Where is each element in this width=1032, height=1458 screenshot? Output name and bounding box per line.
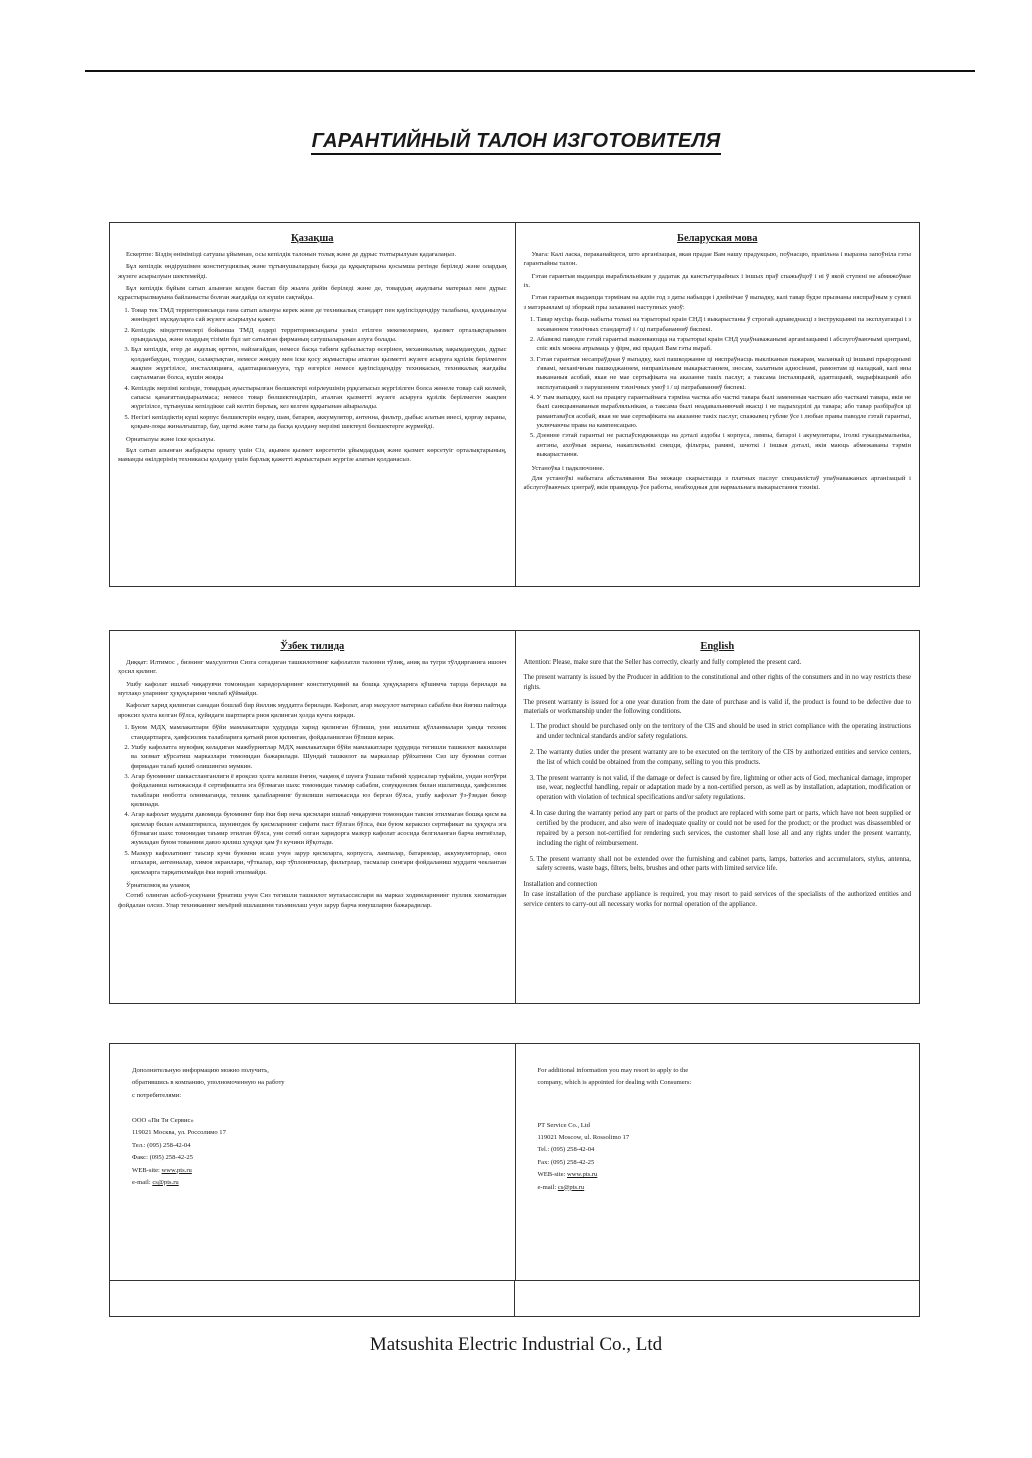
kazakh-condition-2: 2. Кепілдік міндеттемелері бойынша ТМД елдері территориясындағы уәкіл етілген мекемелермен, қызмет орталықтарымен орындалады, және олардың тізімін бұл зат сатылған фирманың сатушыларынан алуға болады. <box>131 326 507 345</box>
contact-en-web-line <box>530 1170 906 1179</box>
contact-ru-company: ООО «Пи Ти Сервис» <box>132 1117 194 1125</box>
belarusian-condition-1: 1. Тавар мусіць быць набыты толькі на тэрыторыі краін СНД і выкарыстаны ў строгай адпаведнасці з інструкцыямі па эксплуатацыі і з захаваннем тэхнічных стандартаў і / ці патрабаванняў бяспекі. <box>537 315 912 334</box>
uzbek-note: Диққат: Илтимос , бизнинг маҳсулотни Сизга сотадиган ташкилотнинг кафолатли талонни тўлиқ, аниқ ва тугри тўлдирганига ишонч ҳосил қилинг. <box>118 659 507 676</box>
kazakh-note: Ескертпе: Біздің өнімімізді сатушы ұйымнан, осы кепілдік талонын толық және де дұрыс толтырылуын қадағалаңыз. <box>126 251 457 258</box>
contact-row <box>110 1044 919 1280</box>
contact-ru-web-line <box>124 1166 501 1175</box>
kazakh-condition-4: 4. Кепілдік мерзімі кезінде, товардың ауыстырылған бөлшектері өзірлеушінің рұқсатысыз жүргізілген болса жөнеле товар сай келмей, сапасы қанағаттандырылмаса; немесе товар бөлшектенділріп, аталған қызметті жүзеге асыруға құзілік берілмеген жақпен жүргізілсе, тұтынушы кепілдікке сай келтіп бөрлық, кез келген құқығынан айырылады. <box>131 384 507 412</box>
page-title-text: ГАРАНТИЙНЫЙ ТАЛОН ИЗГОТОВИТЕЛЯ <box>311 130 722 155</box>
english-condition-5: 5. The present warranty shall not be extended over the furnishing and cabinet parts, lamps, batteries and accumulators, stylus, antenna, safety screens, waste bags, filters, belts, brushes and other parts with limited service life. <box>537 855 912 875</box>
contact-en-web-link[interactable]: www.pts.ru <box>566 1171 598 1179</box>
uzbek-condition-5: 5. Мазкур кафолатнинг таъсир кучи буюмни ясаш учун зарур қисмларга, корпусга, лампалар, батареялар, аккумуляторлар, овоз иглалари, антенналар, химоя экранлари, чўткалар, кир тўплонвчилар, фильтрлар, тасмалар сингари фойдаланиш муддати чекланган қисмларга тарқатилмайди ёки ворий этилмайди. <box>131 849 507 877</box>
contact-ru-fax: Факс: (095) 258-42-25 <box>132 1154 193 1162</box>
contact-en-email-line <box>530 1183 906 1192</box>
contact-en-web-label: WEB-site: <box>537 1171 567 1179</box>
kazakh-condition-5: 5. Негізгі кепілдіктің күші корпус бөлшектерін өндеу, шам, батарея, аккумулятор, антенна, фильтр, дыбыс алатын инесі, қорғау экраны, қоқым-лоқы жиналғыштар, бау, щеткі және тағы да басқа қолдану мерзімі шектеулі бөлшектерге жүрмейді. <box>131 413 507 432</box>
belarusian-paragraph-1: Гэтая гарантыя выдаецца вырабляльнікам у дадатак да канстытуцыйных і іншых праў спажыўцоў і ні ў якой ступені не абмяжоўвае іх. <box>523 272 911 290</box>
kazakh-condition-3: 3. Бұл кепілдік, егер де ақаулық өрттен, найзағайдан, немесе басқа табиғи құбылыстар өсерінен, механикалық зақымданудан, дұрыс қолданбаудан, тозудан, салақтықтан, немесе жөндеу мен іске қосу жұмыстары аталған қызметті жүзеге асыруға құзілік берілмеген жақпен жүргізілсе, инсталляцияға, адаптацияланууға, тұр өзгерісе немесе қауіпсіздендіру техникасын, техникалық жағдайы сақталмаған болса, күшін жояды <box>131 345 507 382</box>
uzbek-install-text: Сотиб олинган асбоб-ускунани ўрнатиш учун Сиз тегишли ташкилот мутахассислари ва марказ ходимларининг пуллик хизматидан фойдалан олсиз. Улар техниканинг меъёрий ишлашини таъминлаш учун зарур барча юмушларни бажарадилар. <box>118 892 507 909</box>
uzbek-condition-2: 2. Ушбу кафолатга мувофиқ келадиган мажбуриятлар МДҲ мамлакатлари бўйи мамлакатлари ҳудудида тегишли ташкилот вакиллари ва хизмат кўрсатиш марказлари томонидан бажарилади. Шундай ташкилот ва марказлар рўйхатини Сиз шу буюмни сотган фирмадан талаб қилиб олишингиз мумкин. <box>131 743 507 771</box>
belarusian-install-heading: Устаноўка і падключэнне. <box>531 464 605 472</box>
warranty-box-kazakh-belarusian <box>109 222 920 587</box>
contact-ru-web-link[interactable]: www.pts.ru <box>161 1166 192 1174</box>
belarusian-condition-4: 4. У тым выпадку, калі на працягу гарантыйнага тэрміна частка або часткі тавара былі замененыя часткаю або часткамі тавара, якія не былі санкцыянаваныя вырабляльнікам, а таксама былі неадавальняючай якасці і не падыходзілі да тавара; або тавар разбіраўся ці рамантаваўся асобай, якая не мае сертыфіката на аказанне такіх паслуг, спажывец губляе ўсе і любые правы паводле гэтай гарантыі, уключаючы права на кампенсацыю. <box>537 393 912 430</box>
belarusian-install-text: Для устаноўкі набытага абсталявання Вы можаце скарыстацца з платных паслуг спецыялістаў упаўнаважаных арганізацый і абслугоўваючых цэнтраў, якія правядуць ўсе работы, неабходныя для нармальнага выкарыстання тэхнікі. <box>523 474 911 492</box>
contact-en-email-label: e-mail: <box>537 1183 558 1191</box>
contact-blank-row <box>110 1280 919 1316</box>
english-install-heading: Installation and connection <box>523 881 598 889</box>
english-install-text: In case installation of the purchase appliance is required, you may resort to paid services of the specialists of the authorized entities and service centers to carry-out all necessary works for normal operation of the appliance. <box>523 891 911 908</box>
blank-cell-right <box>514 1281 919 1316</box>
contact-ru-phone: Тел.: (095) 258-42-04 <box>132 1141 191 1149</box>
english-note: Attention: Please, make sure that the Seller has correctly, clearly and fully completed the present card. <box>523 659 802 666</box>
english-column <box>515 631 920 1003</box>
belarusian-note: Увага: Калі ласка, пераканайцеся, што арганізацыя, якая прадае Вам нашу прадукцыю, поўнасцю, правільна і выразна запоўніла гэты гарантыйны талон. <box>523 251 911 268</box>
contact-en-intro-line-1: For additional information you may resort to apply to the <box>537 1067 689 1074</box>
uzbek-install-heading: Ўрнатилмоқ ва уламоқ <box>126 881 190 889</box>
belarusian-heading: Беларуская мова <box>677 233 758 244</box>
manufacturer-footer: Matsushita Electric Industrial Co., Ltd <box>369 1334 663 1355</box>
uzbek-conditions-list <box>118 723 507 877</box>
kazakh-paragraph-1: Бұл кепілдік өндірушімен конституциялық және тұтынушылардың басқа да құқықтарына қосымша ретінде беріледі және олардың жүзеге асырылуын шектемейді. <box>118 263 507 280</box>
kazakh-column <box>110 223 515 586</box>
contact-box <box>109 1043 920 1317</box>
english-condition-1: 1. The product should be purchased only on the territory of the CIS and should be used in strict compliance with the operating instructions and under technical standards and/or safety regulations. <box>537 722 912 742</box>
kazakh-install-text: Бұл сатып алынған жабдықты орнату үшін Сіз, ақымен қызмет көрсететін ұйымдардың және қызмет көрсетуіг орталықтарының, маманды өкілдерінің техникасы қолдану үшін барлық қажетті жұмыстарын жүргізе алатын қолданасыз. <box>118 446 507 464</box>
contact-en-company: PT Service Co., Ltd <box>537 1121 590 1129</box>
top-rule <box>85 70 975 72</box>
contact-ru-intro-line-1: Дополнительную информацию можно получить, <box>132 1067 269 1074</box>
contact-ru-address: 119021 Москва, ул. Россолимо 17 <box>132 1129 226 1137</box>
uzbek-condition-4: 4. Агар кафолат муддати давомида буюмнинг бир ёки бир неча қисмлари ишлаб чиқарувчи томонидан тавсия этилмаган бошқа қисм ва қисмлар билан алмаштирилса, шунингдек бу қисмларнинг сифати паст бўлган бўлса, ёки буюм кераксиз сертификат ва ҳуқуқга эга бўлмаган шахс томонидан таъмир этилган бўлса, уни сотиб олган харидорга мазкур кафолат асосида белгиланган барча имтиёзлар, жумладан буюм тованини давзо қилиш ҳуқуқи ҳам ўз кучини йўқотади. <box>131 810 507 847</box>
contact-en-address: 119021 Moscow, ul. Rossolimo 17 <box>537 1134 630 1142</box>
english-condition-3: 3. The present warranty is not valid, if the damage or defect is caused by fire, lightning or other acts of God, mechanical damage, improper use, wear, neglectful handling, repair or adaptation made by a non-certified person, as well as by installation, adaptation, modification or operation with violation of technical specifications and/or safety regulations. <box>537 774 912 804</box>
kazakh-install-heading: Орнатылуы және іске қосылуы. <box>126 436 215 444</box>
english-conditions-list <box>524 722 912 874</box>
uzbek-paragraph-2: Кафолат харид қилинган санадан бошлаб бир йиллик муддатга берилади. Кафолат, агар маҳсулот материал сабабли ёки йиғиш пайтида ярокcиз ҳолга келган бўлса, қуйидаги шартларга риоя қилинган ҳолда кучга киради. <box>118 702 507 719</box>
kazakh-condition-1: 1. Товар тек ТМД территориясында ғана сатып алынуы керек және де техникалық стандарт пен қауіпсіздендіру талабына, қолданылуы жөніндегі нұсқауларға сай жүзеге асырылуы қажет. <box>131 306 507 325</box>
uzbek-condition-3: 3. Агар буюмнинг шикастланганлиги ё яроқсиз ҳолга келиши ёнғин, чақмоқ ё шунга ўхшаш табиий ҳодисалар туфайли, ундан нотўғри фойдаланиш натижасида ё сертификатга эга бўлмаган шахс томонидан таъмир сабабли, совуққонлик билан ишлатишда, ҳавфсизлик талаблари нюботга олинмаганда, техник ҳалабларнинг бузилиши натижасида юз берган бўлса, ушбу кафолат ўз-ўзидан бекор қилинади. <box>131 772 507 809</box>
belarusian-condition-5: 5. Дзеянне гэтай гарантыі не распаўсюджваецца на дэталі аздобы і корпуса, лямпы, батарэі і акумулятары, іголкі гуказдымальніка, антэны, ахоўныя экраны, накапляльнікі смецця, фільтры, рамяні, шчоткі і іншыя дэталі, якія маюць абмежаваны тэрмін выкарыстання. <box>537 431 912 459</box>
contact-en-phone: Tel.: (095) 258-42-04 <box>537 1146 595 1154</box>
contact-ru-email-link[interactable]: cs@pts.ru <box>152 1178 179 1186</box>
contact-ru-email-line <box>124 1178 501 1187</box>
belarusian-paragraph-2: Гэтая гарантыя выдаецца тэрмінам на адзін год з даты набыцця і дзейнічае ў выпадку, калі тавар будзе прызнаны няспраўным у сувязі з матэрыяламі ці зборкай пры захаванні наступных умоў: <box>523 294 911 311</box>
contact-en-intro-line-2: company, which is appointed for dealing with Consumers: <box>537 1079 692 1087</box>
contact-ru-web-label: WEB-site: <box>132 1166 162 1174</box>
uzbek-column <box>110 631 515 1003</box>
kazakh-conditions-list <box>118 306 507 432</box>
contact-russian-column <box>110 1044 515 1280</box>
kazakh-paragraph-2: Бұл кепілдік бұйым сатып алынған кезден бастап бір жылға дейін беріледі және де, товардың ақаулығы материал мен дұрыс құрастырылмауына байланысты болған жағдайда ол күшін сақтайды. <box>118 285 507 302</box>
contact-english-column <box>515 1044 920 1280</box>
belarusian-column <box>515 223 920 586</box>
english-paragraph-2: The present warranty is issued for a one year duration from the date of purchase and is valid if, the product is found to be defective due to materials or workmanship under the following conditions. <box>523 698 911 716</box>
contact-ru-intro-line-2: обратившись в компанию, уполномоченную на работу <box>132 1079 285 1087</box>
page-title <box>0 130 1032 153</box>
belarusian-condition-2: 2. Абавязкі паводле гэтай гарантыі выконваюцца на тэрыторыі краін СНД уцаўнаважанымі арганізацыямі і абслугоўваючымі цэнтрамі, спіс якіх можна атрымаць у фірм, якi прадалі Вам гэты выраб. <box>537 335 912 354</box>
contact-en-email-link[interactable]: cs@pts.ru <box>557 1183 585 1191</box>
belarusian-condition-3: 3. Гэтая гарантыя несапраўдная ў выпадку, калі пашкоджанне ці няспраўнасць выкліканыя пажарам, маланкай ці іншымі прыроднымі з'явамі, механічным пашкоджаннем, няправільным выкарыстаннем, зносам, халатным адносінамі, рамонтам ці наладкай, калі яны выкананыя асобай, якая не мае сертыфіката на аказанне такіх паслуг, а таксама інсталяцыяй, адаптацыяй, мадыфікацыяй або эксплуатацыяй з парушэннем тэхнічных умоў і / ці патрабаванняў бяспекі. <box>537 355 912 392</box>
contact-ru-intro-line-3: с потребителями: <box>132 1091 182 1099</box>
warranty-box-uzbek-english <box>109 630 920 1004</box>
uzbek-heading: Ўзбек тилида <box>280 641 345 652</box>
english-paragraph-1: The present warranty is issued by the Producer in addition to the constitutional and other rights of the consumers and in no way restricts these rights. <box>523 673 911 691</box>
kazakh-heading: Қазақша <box>291 233 334 244</box>
contact-en-fax: Fax: (095) 258-42-25 <box>537 1158 595 1166</box>
english-heading: English <box>700 641 735 652</box>
contact-ru-email-label: e-mail: <box>132 1178 153 1186</box>
blank-cell-left <box>110 1281 514 1316</box>
uzbek-paragraph-1: Ушбу кафолат ишлаб чиқарувчи томонидан харидорларнинг конституцивий ва бошқа ҳуқуқларига қўшимча тарзда берилади ва мутлақо уларнинг ҳуқуқларини чеклаб қўймайди. <box>118 680 507 698</box>
uzbek-condition-1: 1. Буюм МДҲ мамлакатлари бўйи мамлакатлари ҳудудида харид қилинган бўлиши, уни ишлатиш қўлланмалари ҳамда техник стандартларга, ҳавфсизлик талабларига қатъий риоя қилинган, фойдаланилган бўлиши керак. <box>131 723 507 742</box>
english-condition-2: 2. The warranty duties under the present warranty are to be executed on the territory of the CIS by authorized entities and service centers, the list of which could be obtained from the company, selling to you this products. <box>537 748 912 768</box>
english-condition-4: 4. In case during the warranty period any part or parts of the product are replaced with some part or parts, which have not been supplied or certified by the producer, and also were of inadequate quality or could not be used for the product; or the product was disassembled or repaired by a person not-certified for rendering such services, the customer shall lose all and any rights under the present warranty, including the right of reimbursement. <box>537 809 912 848</box>
belarusian-conditions-list <box>524 315 912 459</box>
